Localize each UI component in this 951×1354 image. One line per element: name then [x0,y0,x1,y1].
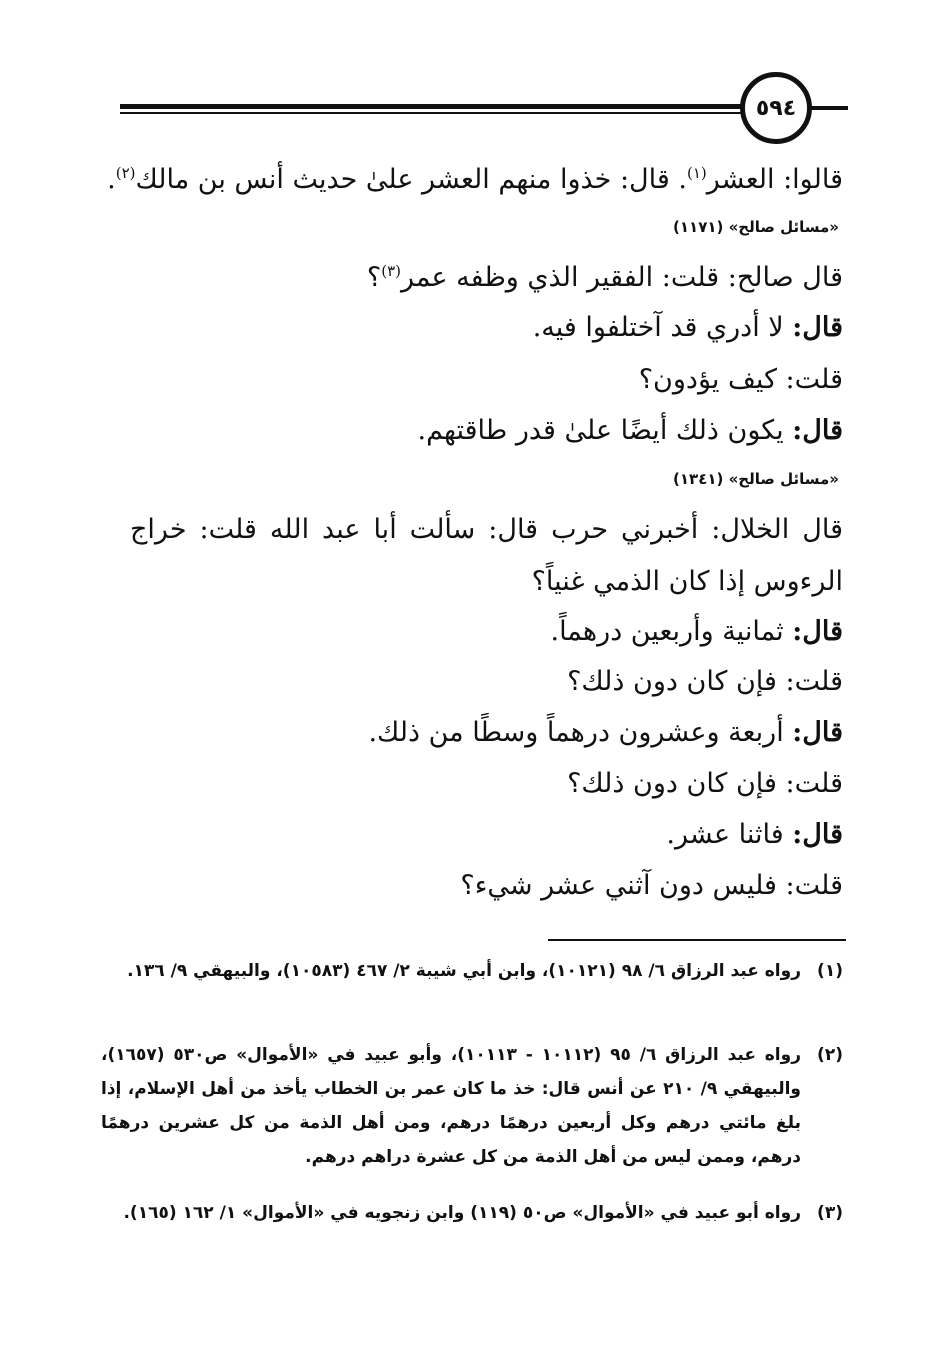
speaker-label: قلت: [785,666,843,697]
footnote-ref-2[interactable]: (٢) [115,164,136,182]
text-line-4: قلت: كيف يؤدون؟ [638,364,843,395]
text-line-7: الرءوس إذا كان الذمي غنياً؟ [531,566,843,597]
text-line-13: قلت: فليس دون آثني عشر شيء؟ [460,870,843,901]
speaker-label: قال: [792,415,843,446]
footnote-number-2: (٢) [817,1045,843,1065]
text-line-12: قال: فاثنا عشر. [666,819,843,850]
footnote-separator [548,939,846,941]
text-line-1: قالوا: العشر$^{(١)}$. قال: خذوا منهم العشر علىٰ حديث أنس بن مالك$^{(٢)}$. [107,164,843,195]
header-rule-right [808,106,848,110]
footnote-2: رواه عبد الرزاق ٦/ ٩٥ (١٠١١٢ - ١٠١١٣)، وأبو عبيد في «الأموال» ص٥٣٠ (١٦٥٧)، والبيهقي ٩/ ٢١٠ عن أنس قال: خذ ما كان عمر بن الخطاب يأخذ من أهل الإسلام، إذا بلغ مائتي درهم وكل أربعين درهمًا درهم، ومن أهل الذمة من كل عشرين درهمًا درهم، وممن ليس من أهل الذمة من كل عشرة دراهم درهم. [101,1045,801,1167]
text-line-9: قلت: فإن كان دون ذلك؟ [567,666,843,697]
footnote-number-3: (٣) [817,1203,843,1223]
text-line-6: قال الخلال: أخبرني حرب قال: سألت أبا عبد الله قلت: خراج [130,514,843,545]
speaker-label: قلت: [785,768,843,799]
text-line-11: قلت: فإن كان دون ذلك؟ [567,768,843,799]
text-line-8: قال: ثمانية وأربعين درهماً. [550,616,843,647]
footnote-ref-3[interactable]: (٣) [381,262,401,280]
speaker-label: قلت: [785,870,843,901]
source-citation-2: «مسائل صالح» (١٣٤١) [673,470,839,488]
page-number-badge [740,72,812,144]
speaker-label: قال: [792,717,843,748]
page-number: ٥٩٤ [755,95,797,121]
text-line-10: قال: أربعة وعشرون درهماً وسطًا من ذلك. [368,717,843,748]
header-rule-thick [120,104,745,109]
footnote-1: رواه عبد الرزاق ٦/ ٩٨ (١٠١٢١)، وابن أبي شيبة ٢/ ٤٦٧ (١٠٥٨٣)، والبيهقي ٩/ ١٣٦. [127,961,801,981]
header-rule-thin [120,112,745,114]
text-line-5: قال: يكون ذلك أيضًا علىٰ قدر طاقتهم. [417,415,843,446]
text-line-3: قال: لا أدري قد آختلفوا فيه. [532,312,843,343]
footnote-ref-1[interactable]: (١) [686,164,707,182]
footnote-3: رواه أبو عبيد في «الأموال» ص٥٠ (١١٩) وابن زنجويه في «الأموال» ١/ ١٦٢ (١٦٥). [123,1203,801,1223]
speaker-label: قال: [792,616,843,647]
speaker-label: قال: [792,312,843,343]
text-line-2: قال صالح: قلت: الفقير الذي وظفه عمر$^{(٣)}$؟ [366,262,843,293]
footnote-number-1: (١) [817,961,843,981]
speaker-label: قلت: [785,364,843,395]
source-citation-1: «مسائل صالح» (١١٧١) [673,218,839,236]
speaker-label: قال: [792,819,843,850]
